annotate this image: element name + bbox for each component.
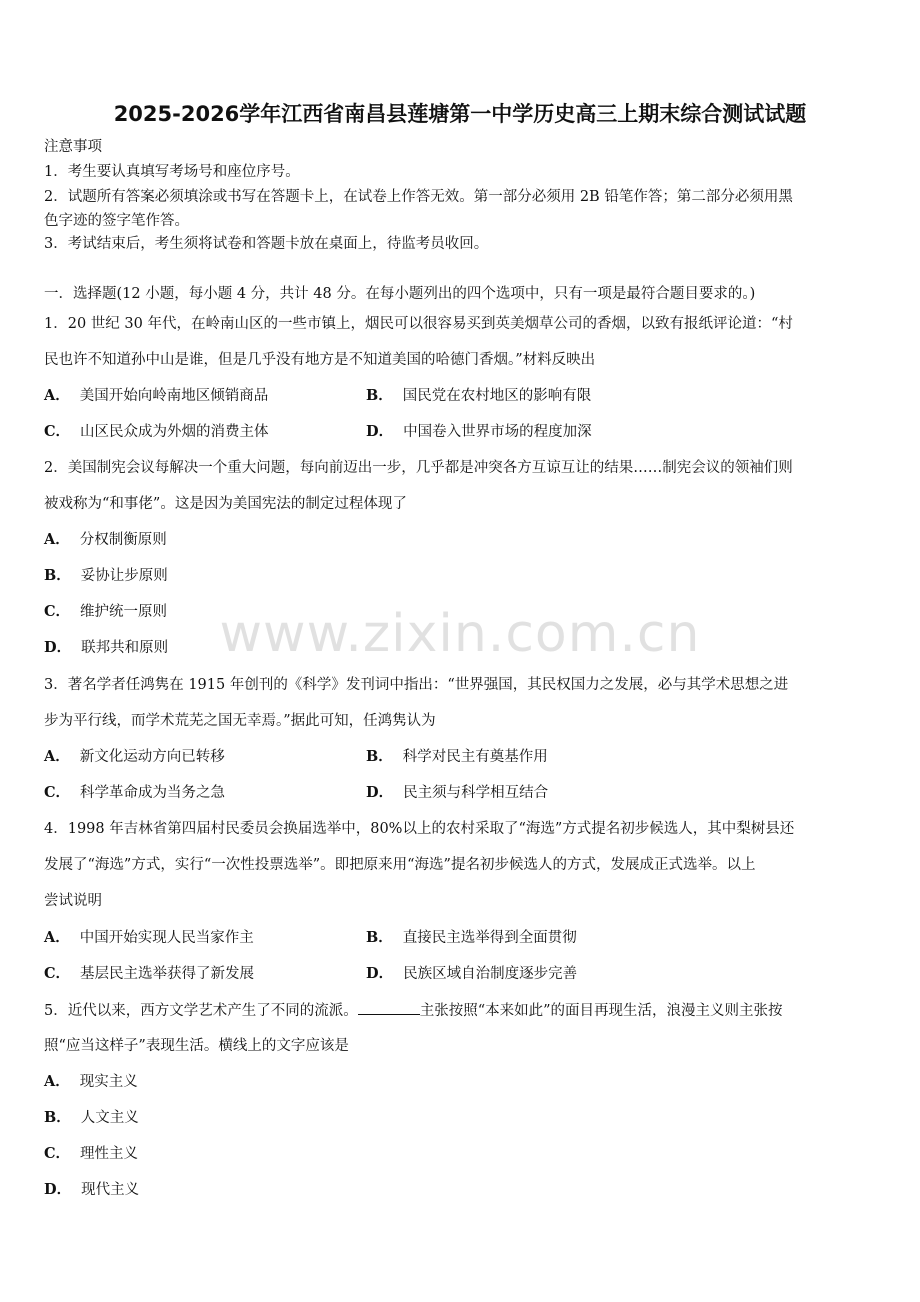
answer-blank [358,1000,420,1015]
section-heading: 一．选择题(12 小题，每小题 4 分，共计 48 分。在每小题列出的四个选项中，只有一项是最符合题目要求的。) [44,286,756,302]
question-text: 照“应当这样子”表现生活。横线上的文字应该是 [44,1038,349,1054]
option-a: A． 现实主义 [44,1073,138,1090]
option-b: B． 人文主义 [44,1109,139,1126]
option-d: D． 中国卷入世界市场的程度加深 [366,423,592,440]
question-text: 尝试说明 [44,893,102,909]
option-b: B． 直接民主选举得到全面贯彻 [366,929,577,946]
notice-item: 1．考生要认真填写考场号和座位序号。 [44,164,300,180]
question-text: 4．1998 年吉林省第四届村民委员会换届选举中，80%以上的农村采取了“海选”方式提名初步候选人，其中梨树县还 [44,821,795,837]
option-a: A． 新文化运动方向已转移 [44,748,225,765]
question-text: 发展了“海选”方式，实行“一次性投票选举”。即把原来用“海选”提名初步候选人的方式，发展成正式选举。以上 [44,857,756,873]
option-c: C． 山区民众成为外烟的消费主体 [44,423,269,440]
option-c: C． 基层民主选举获得了新发展 [44,965,255,982]
option-a: A． 分权制衡原则 [44,531,167,548]
question-text: 1．20 世纪 30 年代，在岭南山区的一些市镇上，烟民可以很容易买到英美烟草公司的香烟，以致有报纸评论道：“村 [44,316,793,332]
question-text: 2．美国制宪会议每解决一个重大问题，每向前迈出一步，几乎都是冲突各方互谅互让的结果……制宪会议的领袖们则 [44,460,793,476]
option-a: A． 美国开始向岭南地区倾销商品 [44,387,269,404]
option-c: C． 维护统一原则 [44,603,168,620]
question-text: 5．近代以来，西方文学艺术产生了不同的流派。 主张按照“本来如此”的面目再现生活，浪漫主义则主张按 [44,1000,783,1021]
option-d: D． 联邦共和原则 [44,639,169,656]
question-text: 3．著名学者任鸿隽在 1915 年创刊的《科学》发刊词中指出：“世界强国，其民权国力之发展，必与其学术思想之进 [44,677,789,693]
option-b: B． 科学对民主有奠基作用 [366,748,548,765]
option-a: A． 中国开始实现人民当家作主 [44,929,254,946]
option-d: D． 民族区域自治制度逐步完善 [366,965,578,982]
option-d: D． 现代主义 [44,1181,140,1198]
question-text: 被戏称为“和事佬”。这是因为美国宪法的制定过程体现了 [44,496,407,512]
notice-item: 3．考试结束后，考生须将试卷和答题卡放在桌面上，待监考员收回。 [44,236,489,252]
option-b: B． 妥协让步原则 [44,567,168,584]
exam-title: 2025-2026学年江西省南昌县莲塘第一中学历史高三上期末综合测试试题 [113,102,807,126]
option-b: B． 国民党在农村地区的影响有限 [366,387,592,404]
notice-heading: 注意事项 [44,139,102,155]
option-d: D． 民主须与科学相互结合 [366,784,549,801]
notice-item: 色字迹的签字笔作答。 [44,213,189,229]
watermark: www.zixin.com.cn [219,604,701,664]
question-text: 民也许不知道孙中山是谁，但是几乎没有地方是不知道美国的哈德门香烟。”材料反映出 [44,352,596,368]
option-c: C． 理性主义 [44,1145,139,1162]
question-text: 步为平行线，而学术荒芜之国无幸焉。”据此可知，任鸿隽认为 [44,713,436,729]
option-c: C． 科学革命成为当务之急 [44,784,226,801]
notice-item: 2．试题所有答案必须填涂或书写在答题卡上，在试卷上作答无效。第一部分必须用 2B 铅笔作答；第二部分必须用黑 [44,189,793,205]
